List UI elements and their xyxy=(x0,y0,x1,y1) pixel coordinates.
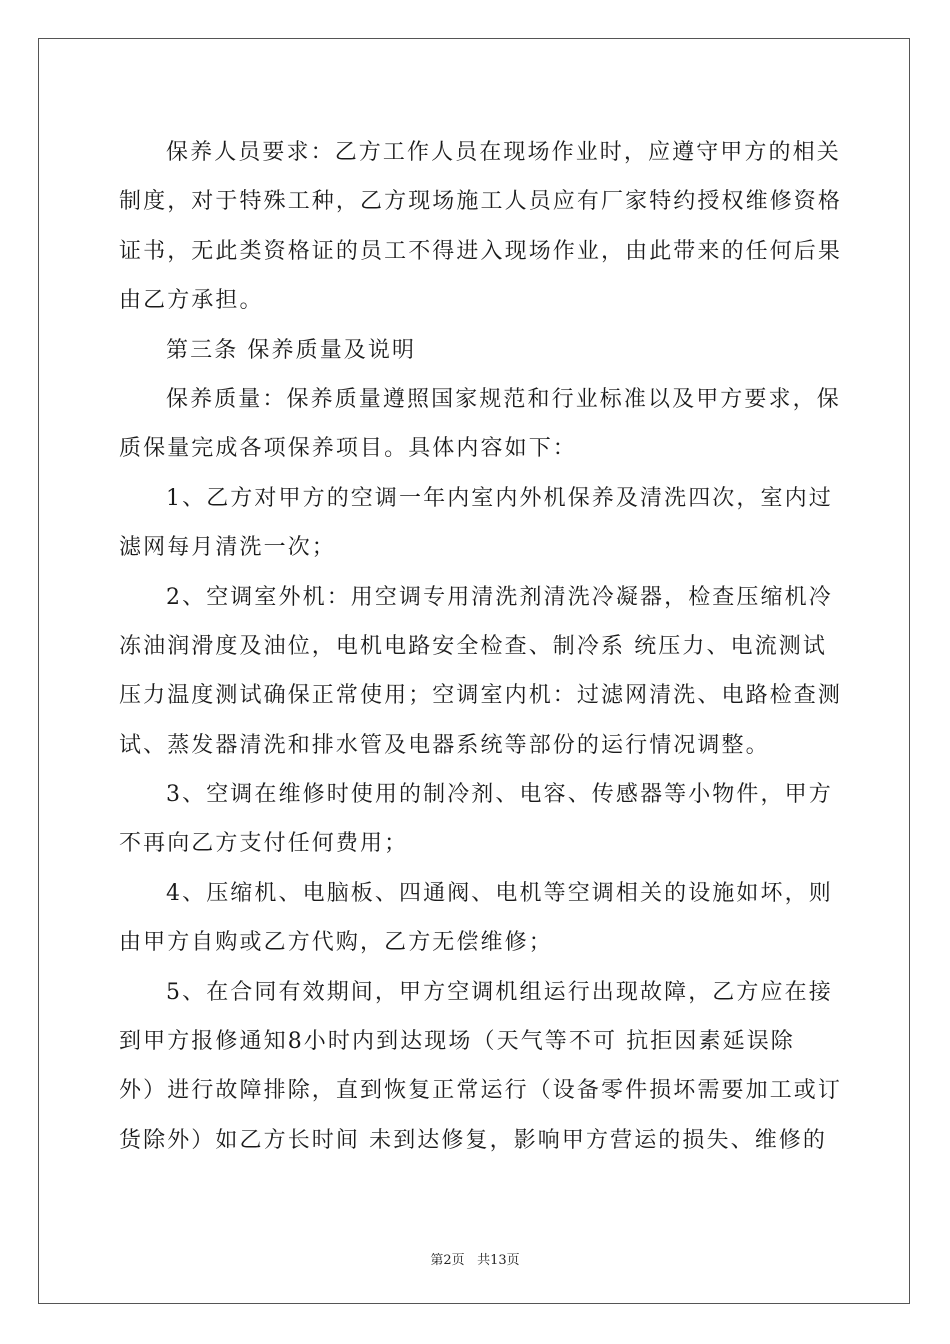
document-body xyxy=(119,128,843,1165)
text-line: 货除外）如乙方长时间 未到达修复，影响甲方营运的损失、维修的 xyxy=(119,1127,827,1153)
text-line: 由乙方承担。 xyxy=(119,288,264,314)
text-line: 质保量完成各项保养项目。具体内容如下： xyxy=(119,436,577,462)
text-line: 到甲方报修通知8小时内到达现场（天气等不可 抗拒因素延误除 xyxy=(119,1029,795,1055)
text-line: 外）进行故障排除，直到恢复正常运行（设备零件损坏需要加工或订 xyxy=(119,1078,843,1104)
section-heading: 第三条 保养质量及说明 xyxy=(166,337,417,363)
text-line: 由甲方自购或乙方代购，乙方无偿维修； xyxy=(119,930,553,956)
text-line: 试、蒸发器清洗和排水管及电器系统等部份的运行情况调整。 xyxy=(119,732,770,758)
page-total: 共13页 xyxy=(477,1253,520,1268)
text-line: 不再向乙方支付任何费用； xyxy=(119,831,409,857)
text-line: 证书，无此类资格证的员工不得进入现场作业，由此带来的任何后果 xyxy=(119,238,843,264)
text-line: 滤网每月清洗一次； xyxy=(119,535,336,561)
page-number: 第2页 xyxy=(430,1253,465,1268)
text-line: 保养质量：保养质量遵照国家规范和行业标准以及甲方要求，保 xyxy=(166,386,841,412)
page-footer xyxy=(0,1249,950,1268)
text-line: 压力温度测试确保正常使用；空调室内机：过滤网清洗、电路检查测 xyxy=(119,683,843,709)
text-line: 冻油润滑度及油位，电机电路安全检查、制冷系 统压力、电流测试 xyxy=(119,633,827,659)
list-item-line: 5、在合同有效期间，甲方空调机组运行出现故障，乙方应在接 xyxy=(166,979,833,1005)
text-line: 保养人员要求：乙方工作人员在现场作业时，应遵守甲方的相关 xyxy=(166,140,841,165)
list-item-line: 3、空调在维修时使用的制冷剂、电容、传感器等小物件，甲方 xyxy=(166,782,833,808)
list-item-line: 4、压缩机、电脑板、四通阀、电机等空调相关的设施如坏，则 xyxy=(166,880,833,906)
list-item-line: 2、空调室外机：用空调专用清洗剂清洗冷凝器，检查压缩机冷 xyxy=(166,584,833,610)
list-item-line: 1、乙方对甲方的空调一年内室内外机保养及清洗四次，室内过 xyxy=(166,485,833,511)
text-line: 制度，对于特殊工种，乙方现场施工人员应有厂家特约授权维修资格 xyxy=(119,189,843,215)
